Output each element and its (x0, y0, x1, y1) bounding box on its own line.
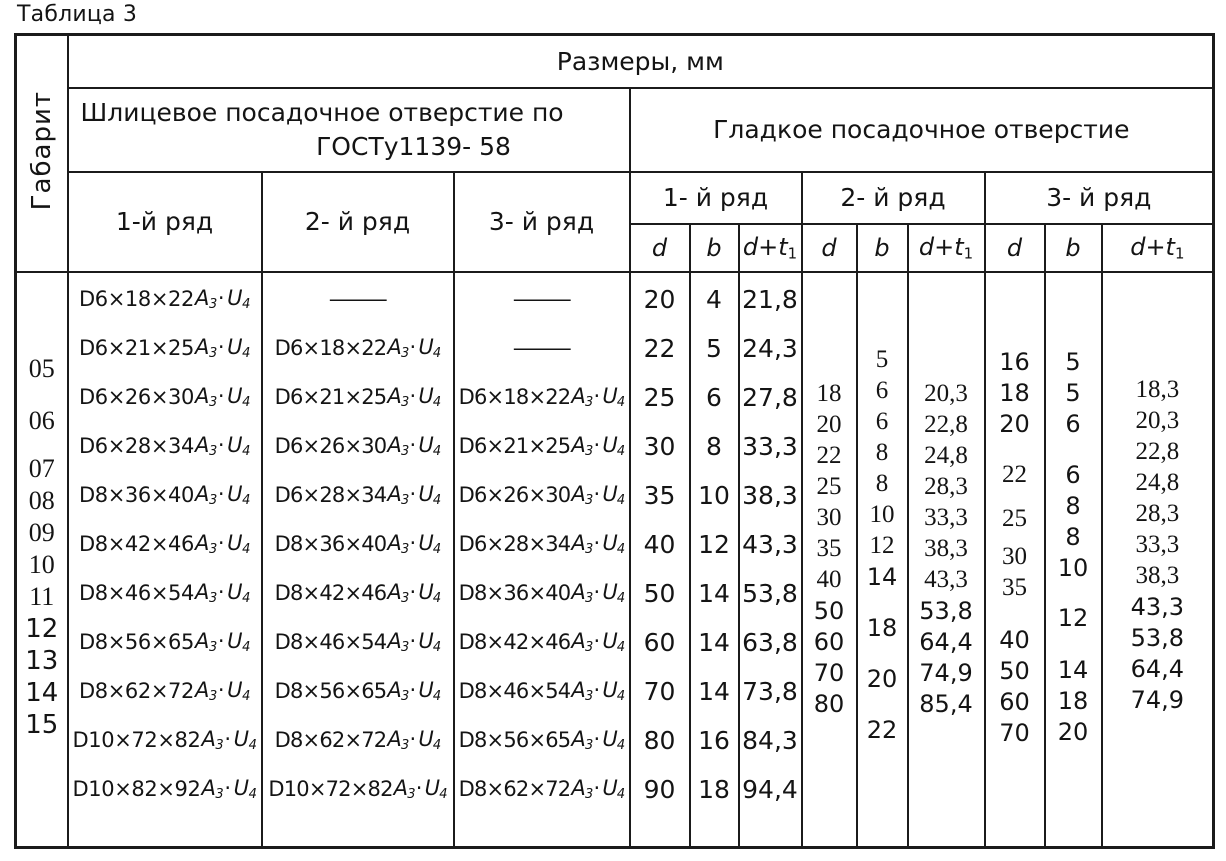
spline-row1-cell (68, 272, 262, 848)
table-cell-value: 18 (816, 380, 842, 407)
spline-designation: D6×18×22 $A_3\cdot U_4$ (79, 286, 250, 312)
table-cell-value: 25 (643, 382, 676, 412)
smooth-row1-dt-list (740, 273, 801, 814)
table-cell-value: 24,8 (1135, 469, 1180, 496)
header-dt-col-row2: $d+t_1$ (908, 224, 985, 272)
table-cell-value: 14 (698, 578, 730, 608)
table-cell-value: 50 (999, 657, 1030, 685)
table-cell-value: 10 (698, 480, 730, 510)
smooth-row3-d-cell (985, 272, 1045, 848)
spline-designation: D6×28×34 $A_3\cdot U_4$ (79, 433, 250, 459)
header-b-col-row3: b (1045, 224, 1102, 272)
spline-row3-list (455, 273, 629, 814)
table-cell-value: 18 (999, 379, 1030, 407)
table-cell-value: 6 (706, 382, 722, 412)
spline-designation: D6×26×30 $A_3\cdot U_4$ (274, 433, 441, 459)
spline-designation: D8×56×65 $A_3\cdot U_4$ (458, 727, 625, 753)
header-spline-hole (68, 88, 630, 172)
header-b-col-row1: b (690, 224, 739, 272)
table-cell-value: 8 (875, 439, 889, 466)
table-cell-value: 20 (1057, 718, 1089, 746)
table-cell-value: 38,3 (924, 535, 968, 562)
table-cell-value: 14 (25, 677, 59, 708)
spline-designation: D6×18×22 $A_3\cdot U_4$ (458, 384, 625, 410)
smooth-row3-dt-cell (1102, 272, 1214, 848)
table-cell-value: 60 (813, 628, 845, 656)
table-cell-value: 12 (1057, 604, 1089, 632)
table-cell-value: 22,8 (924, 411, 968, 438)
header-spline-row-2: 2- й ряд (262, 172, 454, 272)
spline-designation: D6×28×34 $A_3\cdot U_4$ (274, 482, 441, 508)
header-d-col-row2: d (802, 224, 857, 272)
spline-designation: D8×36×40 $A_3\cdot U_4$ (274, 531, 441, 557)
table-cell-value: 8 (875, 470, 889, 497)
spline-designation: D10×72×82 $A_3\cdot U_4$ (72, 727, 257, 753)
spline-designation: — (327, 287, 388, 311)
header-dt-col-row3: $d+t_1$ (1102, 224, 1214, 272)
table-cell-value: 10 (28, 549, 55, 579)
spline-designation: D8×62×72 $A_3\cdot U_4$ (458, 776, 625, 802)
table-cell-value: 80 (643, 725, 676, 755)
table-cell-value: 35 (643, 480, 676, 510)
table-cell-value: 18 (698, 774, 730, 804)
spline-hole-line1: Шлицевое посадочное отверстие по (80, 97, 564, 127)
gabarit-values-cell (16, 272, 68, 848)
smooth-row3-b-cell (1045, 272, 1102, 848)
table-cell-value: 25 (1002, 505, 1027, 532)
header-b-col-row2: b (857, 224, 908, 272)
header-d-col-row3: d (985, 224, 1045, 272)
table-cell-value: 16 (698, 725, 730, 755)
table-cell-value: 22 (816, 442, 842, 469)
table-cell-value: 22 (1002, 461, 1027, 488)
spline-row2-cell (262, 272, 454, 848)
table-cell-value: 20,3 (1135, 407, 1180, 434)
table-cell-value: 94,4 (742, 774, 798, 804)
table-cell-value: 20 (643, 284, 676, 314)
spline-designation: D6×26×30 $A_3\cdot U_4$ (79, 384, 250, 410)
table-cell-value: 8 (1065, 492, 1081, 520)
table-cell-value: 30 (643, 431, 676, 461)
header-d-col-row1: d (630, 224, 690, 272)
table-cell-value: 50 (813, 597, 845, 625)
spline-row1-list (69, 273, 261, 814)
table-cell-value: 22 (866, 716, 898, 744)
table-cell-value: 5 (706, 333, 722, 363)
table-cell-value: 6 (1065, 410, 1081, 438)
table-cell-value: 80 (813, 690, 845, 718)
table-cell-value: 30 (816, 504, 842, 531)
table-cell-value: 06 (28, 405, 55, 435)
smooth-row1-d-list (631, 273, 689, 814)
spline-designation: D6×21×25 $A_3\cdot U_4$ (274, 384, 441, 410)
table-cell-value: 43,3 (1130, 593, 1185, 621)
table-cell-value: 63,8 (742, 627, 798, 657)
table-cell-value: 18 (866, 614, 898, 642)
table-cell-value: 70 (999, 719, 1030, 747)
table-cell-value: 11 (29, 581, 55, 611)
table-cell-value: 40 (999, 626, 1030, 654)
smooth-row2-dt-list (909, 273, 984, 720)
header-gabarit (16, 35, 68, 272)
table-cell-value: 70 (813, 659, 845, 687)
spline-designation: D8×42×46 $A_3\cdot U_4$ (79, 531, 250, 557)
spline-designation: D8×42×46 $A_3\cdot U_4$ (458, 629, 625, 655)
spline-designation: D8×36×40 $A_3\cdot U_4$ (79, 482, 250, 508)
header-smooth-hole: Гладкое посадочное отверстие (630, 88, 1214, 172)
header-smooth-row-1: 1- й ряд (630, 172, 802, 224)
smooth-row3-dt-list (1103, 273, 1213, 716)
table-cell-value: 53,8 (742, 578, 798, 608)
table-cell-value: 53,8 (1130, 624, 1185, 652)
table-cell-value: 14 (698, 627, 730, 657)
table-cell-value: 90 (643, 774, 676, 804)
table-cell-value: 43,3 (924, 566, 968, 593)
smooth-row2-d-cell (802, 272, 857, 848)
table-cell-value: 84,3 (742, 725, 798, 755)
table-title: Таблица 3 (17, 2, 138, 27)
table-cell-value: 20 (999, 410, 1030, 438)
table-cell-value: 33,3 (742, 431, 798, 461)
table-cell-value: 35 (1002, 574, 1027, 601)
smooth-row1-b-cell (690, 272, 739, 848)
spline-designation: D6×21×25 $A_3\cdot U_4$ (458, 433, 625, 459)
spline-designation: D6×21×25 $A_3\cdot U_4$ (79, 335, 250, 361)
header-sizes-mm: Размеры, мм (68, 35, 1214, 88)
table-cell-value: 14 (1057, 656, 1089, 684)
table-cell-value: 53,8 (919, 597, 973, 625)
table-cell-value: 33,3 (924, 504, 968, 531)
table-cell-value: 5 (1065, 379, 1081, 407)
table-cell-value: 33,3 (1135, 531, 1180, 558)
table-cell-value: 12 (25, 613, 59, 644)
spline-row2-list (263, 273, 453, 814)
table-cell-value: 16 (999, 348, 1030, 376)
table-cell-value: 38,3 (1135, 562, 1180, 589)
table-cell-value: 12 (869, 532, 895, 559)
table-cell-value: 35 (816, 535, 842, 562)
spline-hole-line2: ГОСТу1139- 58 (316, 131, 511, 161)
table-cell-value: 30 (1002, 543, 1027, 570)
table-cell-value: 14 (698, 676, 730, 706)
spline-designation: — (511, 287, 572, 311)
table-cell-value: 09 (28, 517, 55, 547)
table-cell-value: 64,4 (1130, 655, 1185, 683)
table-cell-value: 22,8 (1135, 438, 1180, 465)
table-cell-value: 6 (875, 408, 889, 435)
spline-designation: D8×46×54 $A_3\cdot U_4$ (79, 580, 250, 606)
table-cell-value: 5 (875, 346, 889, 373)
spline-designation: D6×26×30 $A_3\cdot U_4$ (458, 482, 625, 508)
spline-designation: D10×82×92 $A_3\cdot U_4$ (72, 776, 257, 802)
header-spline-row-3: 3- й ряд (454, 172, 630, 272)
table-cell-value: 20,3 (924, 380, 968, 407)
spline-designation: D8×56×65 $A_3\cdot U_4$ (274, 678, 441, 704)
table-cell-value: 20 (816, 411, 842, 438)
spline-designation: D8×46×54 $A_3\cdot U_4$ (274, 629, 441, 655)
header-dt-col-row1: $d+t_1$ (739, 224, 802, 272)
table-cell-value: 6 (1065, 461, 1081, 489)
smooth-row1-b-list (691, 273, 738, 814)
table-cell-value: 25 (816, 473, 842, 500)
table-cell-value: 73,8 (742, 676, 798, 706)
table-cell-value: 60 (643, 627, 676, 657)
spline-designation: D8×36×40 $A_3\cdot U_4$ (458, 580, 625, 606)
table-cell-value: 64,4 (919, 628, 973, 656)
spline-designation: D8×42×46 $A_3\cdot U_4$ (274, 580, 441, 606)
table-cell-value: 74,9 (919, 659, 973, 687)
table-cell-value: 8 (706, 431, 722, 461)
spline-designation: D10×72×82 $A_3\cdot U_4$ (268, 776, 447, 802)
spline-designation: D6×28×34 $A_3\cdot U_4$ (458, 531, 625, 557)
table-cell-value: 28,3 (924, 473, 968, 500)
table-cell-value: 07 (28, 453, 55, 483)
spline-designation: D8×46×54 $A_3\cdot U_4$ (458, 678, 625, 704)
table-cell-value: 13 (25, 645, 59, 676)
gabarit-values-list (17, 273, 67, 741)
spline-designation: D8×62×72 $A_3\cdot U_4$ (274, 727, 441, 753)
table-cell-value: 08 (28, 485, 55, 515)
table-cell-value: 10 (1057, 554, 1089, 582)
gabarit-rotated-label: Габарит (26, 90, 57, 210)
smooth-row2-dt-cell (908, 272, 985, 848)
table-cell-value: 74,9 (1130, 686, 1185, 714)
header-spline-row-1: 1-й ряд (68, 172, 262, 272)
table-cell-value: 22 (643, 333, 676, 363)
smooth-row3-b-list (1046, 273, 1101, 748)
table-cell-value: 24,8 (924, 442, 968, 469)
table-cell-value: 05 (28, 353, 55, 383)
spline-designation: D8×56×65 $A_3\cdot U_4$ (79, 629, 250, 655)
table-cell-value: 21,8 (742, 284, 798, 314)
smooth-row1-dt-cell (739, 272, 802, 848)
table-cell-value: 24,3 (742, 333, 798, 363)
header-smooth-row-2: 2- й ряд (802, 172, 985, 224)
table-cell-value: 5 (1065, 348, 1081, 376)
table-cell-value: 28,3 (1135, 500, 1180, 527)
smooth-row1-d-cell (630, 272, 690, 848)
table-cell-value: 50 (643, 578, 676, 608)
table-cell-value: 8 (1065, 523, 1081, 551)
spline-designation: — (511, 336, 572, 360)
table-cell-value: 18,3 (1135, 376, 1180, 403)
table-cell-value: 85,4 (919, 690, 973, 718)
smooth-row2-b-cell (857, 272, 908, 848)
smooth-row3-d-list (986, 273, 1044, 749)
table-cell-value: 70 (643, 676, 676, 706)
table-cell-value: 4 (706, 284, 722, 314)
spline-designation: D6×18×22 $A_3\cdot U_4$ (274, 335, 441, 361)
table-cell-value: 12 (698, 529, 730, 559)
smooth-row2-b-list (858, 273, 907, 746)
table-cell-value: 10 (869, 501, 895, 528)
spline-row3-cell (454, 272, 630, 848)
table-cell-value: 40 (816, 566, 842, 593)
table-cell-value: 18 (1057, 687, 1089, 715)
dimensions-table (14, 33, 1215, 849)
table-cell-value: 43,3 (742, 529, 798, 559)
table-cell-value: 38,3 (742, 480, 798, 510)
table-cell-value: 40 (643, 529, 676, 559)
spline-designation: D8×62×72 $A_3\cdot U_4$ (79, 678, 250, 704)
table-cell-value: 14 (866, 563, 898, 591)
table-cell-value: 6 (875, 377, 889, 404)
table-cell-value: 20 (866, 665, 898, 693)
table-cell-value: 27,8 (742, 382, 798, 412)
table-cell-value: 15 (25, 709, 59, 740)
table-cell-value: 60 (999, 688, 1030, 716)
smooth-row2-d-list (803, 273, 856, 720)
header-smooth-row-3: 3- й ряд (985, 172, 1214, 224)
